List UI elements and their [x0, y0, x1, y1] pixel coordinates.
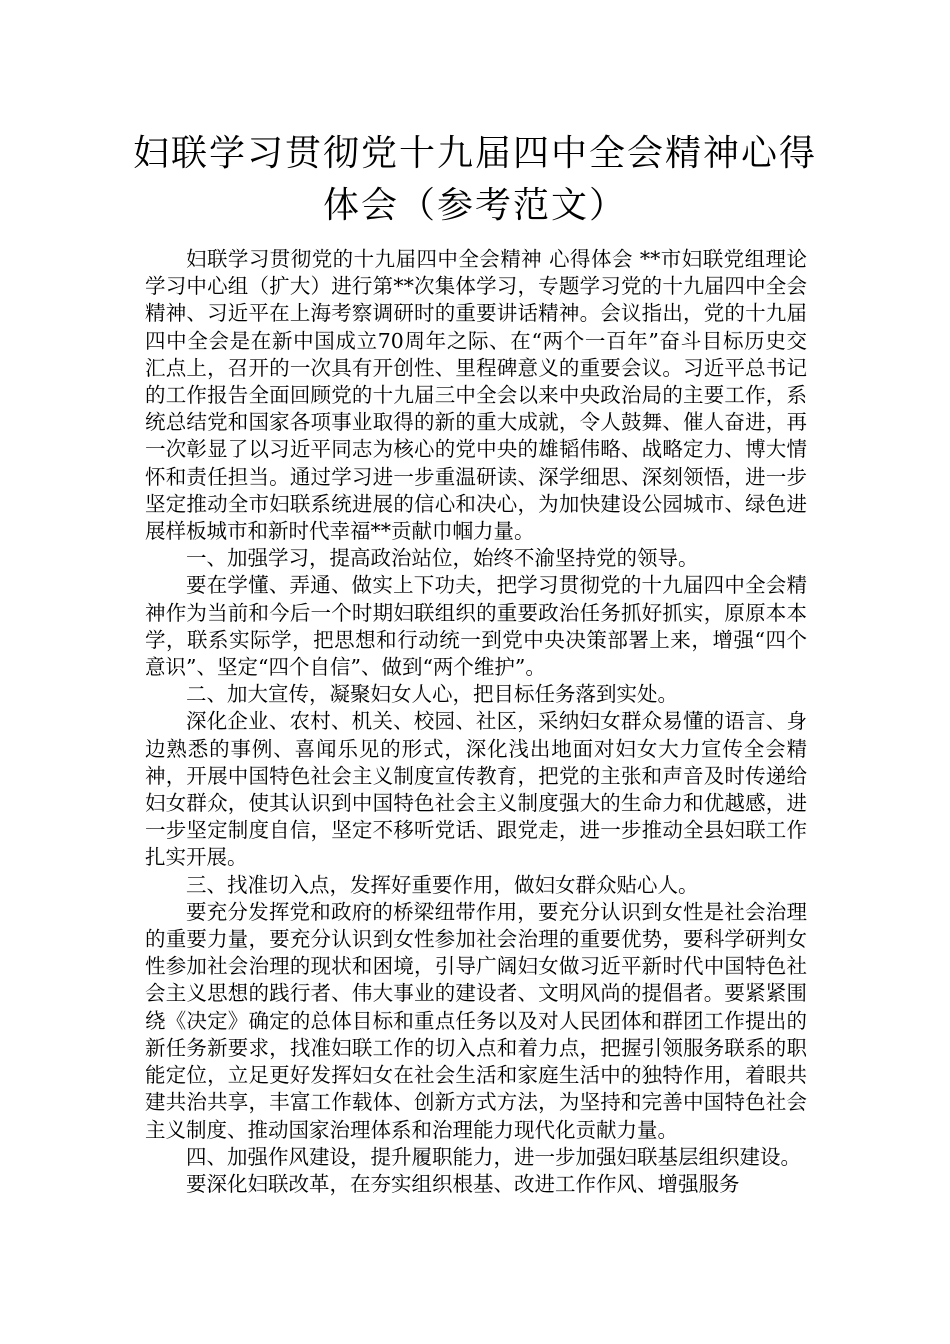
paragraph-4: 要深化妇联改革，在夯实组织根基、改进工作作风、增强服务 — [186, 1171, 740, 1196]
document-body — [145, 246, 807, 1198]
section-heading-2: 二、加大宣传，凝聚妇女人心，把目标任务落到实处。 — [186, 682, 678, 707]
document-title: 妇联学习贯彻党十九届四中全会精神心得体会（参考范文） — [132, 133, 817, 226]
paragraph-intro: 妇联学习贯彻党的十九届四中全会精神 心得体会 **市妇联党组理论学习中心组（扩大）进行第**次集体学习，专题学习党的十九届四中全会精神、习近平在上海考察调研时的重要讲话精神。会议指出，党的十九届四中全会是在新中国成立70周年之际、在“两个一百年”奋斗目标历史交汇点上，召开的一次具有开创性、里程碑意义的重要会议。习近平总书记的工作报告全面回顾党的十九届三中全会以来中央政治局的主要工作，系统总结党和国家各项事业取得的新的重大成就，令人鼓舞、催人奋进，再一次彰显了以习近平同志为核心的党中央的雄韬伟略、战略定力、博大情怀和责任担当。通过学习进一步重温研读、深学细思、深刻领悟，进一步坚定推动全市妇联系统进展的信心和决心，为加快建设公园城市、绿色进展样板城市和新时代幸福**贡献巾帼力量。 — [145, 247, 807, 544]
paragraph-3: 要充分发挥党和政府的桥梁纽带作用，要充分认识到女性是社会治理的重要力量，要充分认识到女性参加社会治理的重要优势，要科学研判女性参加社会治理的现状和困境，引导广阔妇女做习近平新时代中国特色社会主义思想的践行者、伟大事业的建设者、文明风尚的提倡者。要紧紧围绕《决定》确定的总体目标和重点任务以及对人民团体和群团工作提出的新任务新要求，找准妇联工作的切入点和着力点，把握引领服务联系的职能定位，立足更好发挥妇女在社会生活和家庭生活中的独特作用，着眼共建共治共享，丰富工作载体、创新方式方法，为坚持和完善中国特色社会主义制度、推动国家治理体系和治理能力现代化贡献力量。 — [145, 899, 807, 1142]
paragraph-1: 要在学懂、弄通、做实上下功夫，把学习贯彻党的十九届四中全会精神作为当前和今后一个时期妇联组织的重要政治任务抓好抓实，原原本本学，联系实际学，把思想和行动统一到党中央决策部署上来，增强“四个意识”、坚定“四个自信”、做到“两个维护”。 — [145, 573, 807, 680]
paragraph-2: 深化企业、农村、机关、校园、社区，采纳妇女群众易懂的语言、身边熟悉的事例、喜闻乐见的形式，深化浅出地面对妇女大力宣传全会精神，开展中国特色社会主义制度宣传教育，把党的主张和声音及时传递给妇女群众，使其认识到中国特色社会主义制度强大的生命力和优越感，进一步坚定制度自信，坚定不移听党话、跟党走，进一步推动全县妇联工作扎实开展。 — [145, 709, 807, 870]
section-heading-1: 一、加强学习，提高政治站位，始终不渝坚持党的领导。 — [186, 546, 699, 571]
section-heading-3: 三、找准切入点，发挥好重要作用，做妇女群众贴心人。 — [186, 872, 699, 897]
section-heading-4: 四、加强作风建设，提升履职能力，进一步加强妇联基层组织建设。 — [186, 1144, 801, 1169]
